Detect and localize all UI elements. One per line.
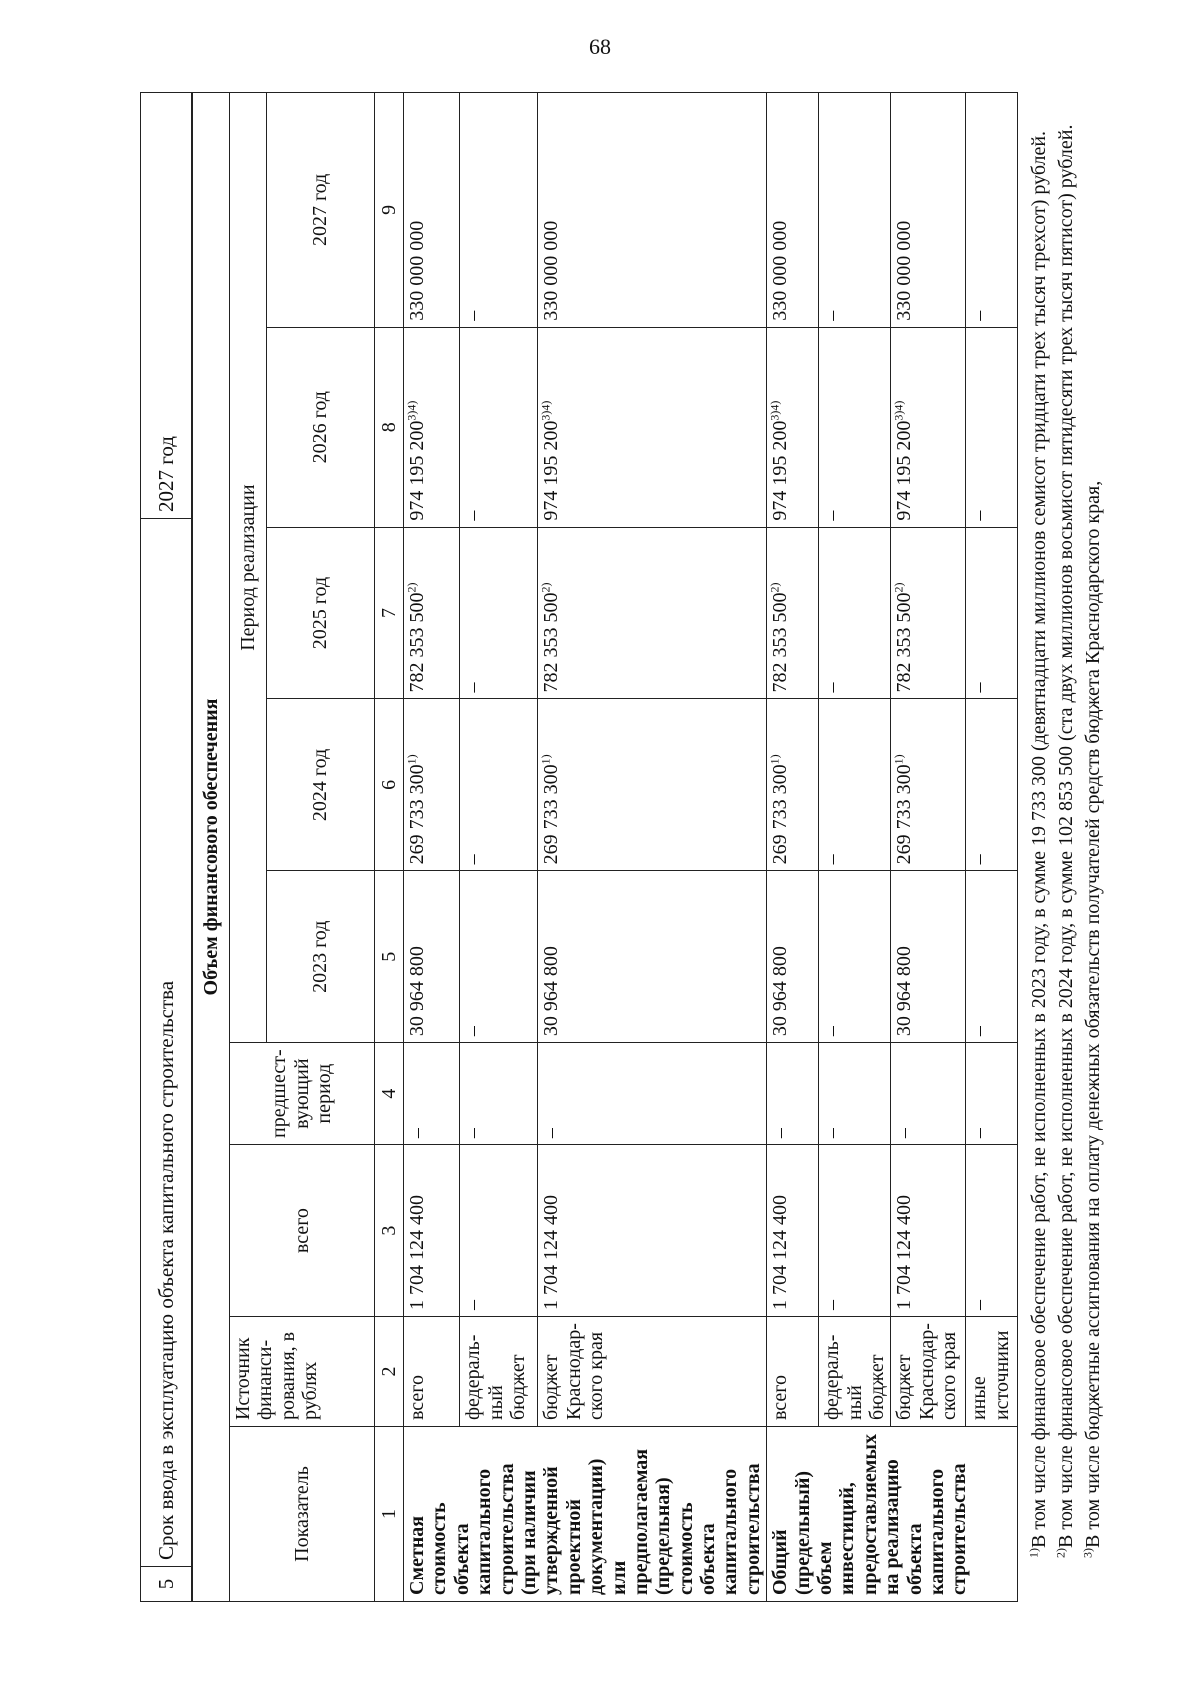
table-title: Объем финансового обеспечения <box>193 93 230 1602</box>
column-number: 8 <box>375 327 404 527</box>
column-number: 9 <box>375 93 404 328</box>
indicator-estimated-cost: Сметная стоимость объекта капитального строительства (при наличии утвержденной проектной документации) или предполагаемая (предельная) стоимость объекта капитального строительства <box>404 1427 767 1602</box>
previous-cell: – <box>538 1043 767 1145</box>
y2026-cell: 974 195 $200^{3)4)}$ <box>767 327 819 527</box>
total-cell: – <box>460 1145 538 1317</box>
y2023-cell: 30 964 800 <box>538 871 767 1043</box>
y2027-cell: – <box>819 93 891 328</box>
y2023-cell: 30 964 800 <box>404 871 460 1043</box>
column-number: 4 <box>375 1043 404 1145</box>
header-previous: предшест-вующий период <box>230 1043 375 1145</box>
total-cell: 1 704 124 400 <box>404 1145 460 1317</box>
header-year-2024: 2024 год <box>267 699 375 871</box>
y2027-cell: 330 000 000 <box>404 93 460 328</box>
footnote: $^{1)}$В том числе финансовое обеспечение работ, не исполненных в 2023 году, в сумме 19 733 300 (девятнадцати миллионов семисот тридцати трех тысяч трехсот) рублей. <box>1026 130 1051 1558</box>
footnote: $^{3)}$В том числе бюджетные ассигнования на оплату денежных обязательств получателей средств бюджета Краснодарского края, <box>1080 480 1105 1558</box>
total-cell: 1 704 124 400 <box>538 1145 767 1317</box>
rotated-content <box>140 92 1140 1602</box>
y2023-cell: – <box>819 871 891 1043</box>
column-number: 7 <box>375 527 404 699</box>
y2026-cell: 974 195 $200^{3)4)}$ <box>891 327 966 527</box>
source-cell: всего <box>767 1317 819 1427</box>
header-period: Период реализации <box>230 93 267 1043</box>
y2025-cell: – <box>460 527 538 699</box>
column-number: 5 <box>375 871 404 1043</box>
header-indicator: Показатель <box>230 1427 375 1602</box>
previous-cell: – <box>966 1043 1018 1145</box>
y2023-cell: 30 964 800 <box>767 871 819 1043</box>
header-year-2026: 2026 год <box>267 327 375 527</box>
column-number: 1 <box>375 1427 404 1602</box>
total-cell: – <box>819 1145 891 1317</box>
table-row <box>460 93 538 1602</box>
y2025-cell: 782 353 500$^{2)}$ <box>404 527 460 699</box>
y2023-cell: 30 964 800 <box>891 871 966 1043</box>
column-numbers-row <box>375 93 404 1602</box>
y2025-cell: 782 353 500$^{2)}$ <box>767 527 819 699</box>
previous-cell: – <box>891 1043 966 1145</box>
footnotes <box>1018 92 1107 1602</box>
y2025-cell: 782 353 500$^{2)}$ <box>538 527 767 699</box>
term-row-number: 5 <box>141 1567 192 1602</box>
source-cell: федераль-ный бюджет <box>460 1317 538 1427</box>
y2026-cell: 974 195 $200^{3)4)}$ <box>538 327 767 527</box>
table-row <box>891 93 966 1602</box>
y2026-cell: – <box>819 327 891 527</box>
previous-cell: – <box>404 1043 460 1145</box>
y2026-cell: – <box>460 327 538 527</box>
term-row-label: Срок ввода в эксплуатацию объекта капитального строительства <box>141 519 192 1567</box>
y2027-cell: 330 000 000 <box>891 93 966 328</box>
header-year-2023: 2023 год <box>267 871 375 1043</box>
source-cell: всего <box>404 1317 460 1427</box>
header-year-2025: 2025 год <box>267 527 375 699</box>
y2024-cell: – <box>966 699 1018 871</box>
y2027-cell: 330 000 000 <box>538 93 767 328</box>
header-source: Источник финанси-рования, в рублях <box>230 1317 375 1427</box>
y2023-cell: – <box>966 871 1018 1043</box>
y2027-cell: – <box>966 93 1018 328</box>
y2024-cell: – <box>460 699 538 871</box>
y2024-cell: 269 733 300$^{1)}$ <box>891 699 966 871</box>
y2027-cell: – <box>460 93 538 328</box>
table-row <box>538 93 767 1602</box>
y2025-cell: 782 353 500$^{2)}$ <box>891 527 966 699</box>
header-year-2027: 2027 год <box>267 93 375 328</box>
previous-cell: – <box>460 1043 538 1145</box>
term-row-table <box>140 92 192 1602</box>
source-cell: бюджет Краснодар-ского края <box>538 1317 767 1427</box>
indicator-total-investment: Общий (предельный) объем инвестиций, предоставляемых на реализацию объекта капитального строительства <box>767 1427 1018 1602</box>
footnote: $^{2)}$В том числе финансовое обеспечение работ, не исполненных в 2024 году, в сумме 102 853 500 (ста двух миллионов восьмисот пятидесяти трех тысяч пятисот) рублей. <box>1053 124 1078 1558</box>
source-cell: иные источники <box>966 1317 1018 1427</box>
term-row-value: 2027 год <box>141 93 192 519</box>
column-number: 3 <box>375 1145 404 1317</box>
page-number: 68 <box>589 34 611 59</box>
finance-table <box>192 92 1018 1602</box>
y2023-cell: – <box>460 871 538 1043</box>
table-row <box>767 93 819 1602</box>
y2026-cell: – <box>966 327 1018 527</box>
table-row <box>966 93 1018 1602</box>
total-cell: 1 704 124 400 <box>767 1145 819 1317</box>
source-cell: бюджет Краснодар-ского края <box>891 1317 966 1427</box>
y2027-cell: 330 000 000 <box>767 93 819 328</box>
y2024-cell: – <box>819 699 891 871</box>
total-cell: 1 704 124 400 <box>891 1145 966 1317</box>
y2024-cell: 269 733 300$^{1)}$ <box>538 699 767 871</box>
header-total: всего <box>230 1145 375 1317</box>
y2026-cell: 974 195 $200^{3)4)}$ <box>404 327 460 527</box>
y2024-cell: 269 733 300$^{1)}$ <box>404 699 460 871</box>
y2025-cell: – <box>819 527 891 699</box>
total-cell: – <box>966 1145 1018 1317</box>
column-number: 6 <box>375 699 404 871</box>
previous-cell: – <box>819 1043 891 1145</box>
table-row <box>404 93 460 1602</box>
column-number: 2 <box>375 1317 404 1427</box>
y2025-cell: – <box>966 527 1018 699</box>
y2024-cell: 269 733 300$^{1)}$ <box>767 699 819 871</box>
previous-cell: – <box>767 1043 819 1145</box>
source-cell: федераль-ный бюджет <box>819 1317 891 1427</box>
table-row <box>819 93 891 1602</box>
